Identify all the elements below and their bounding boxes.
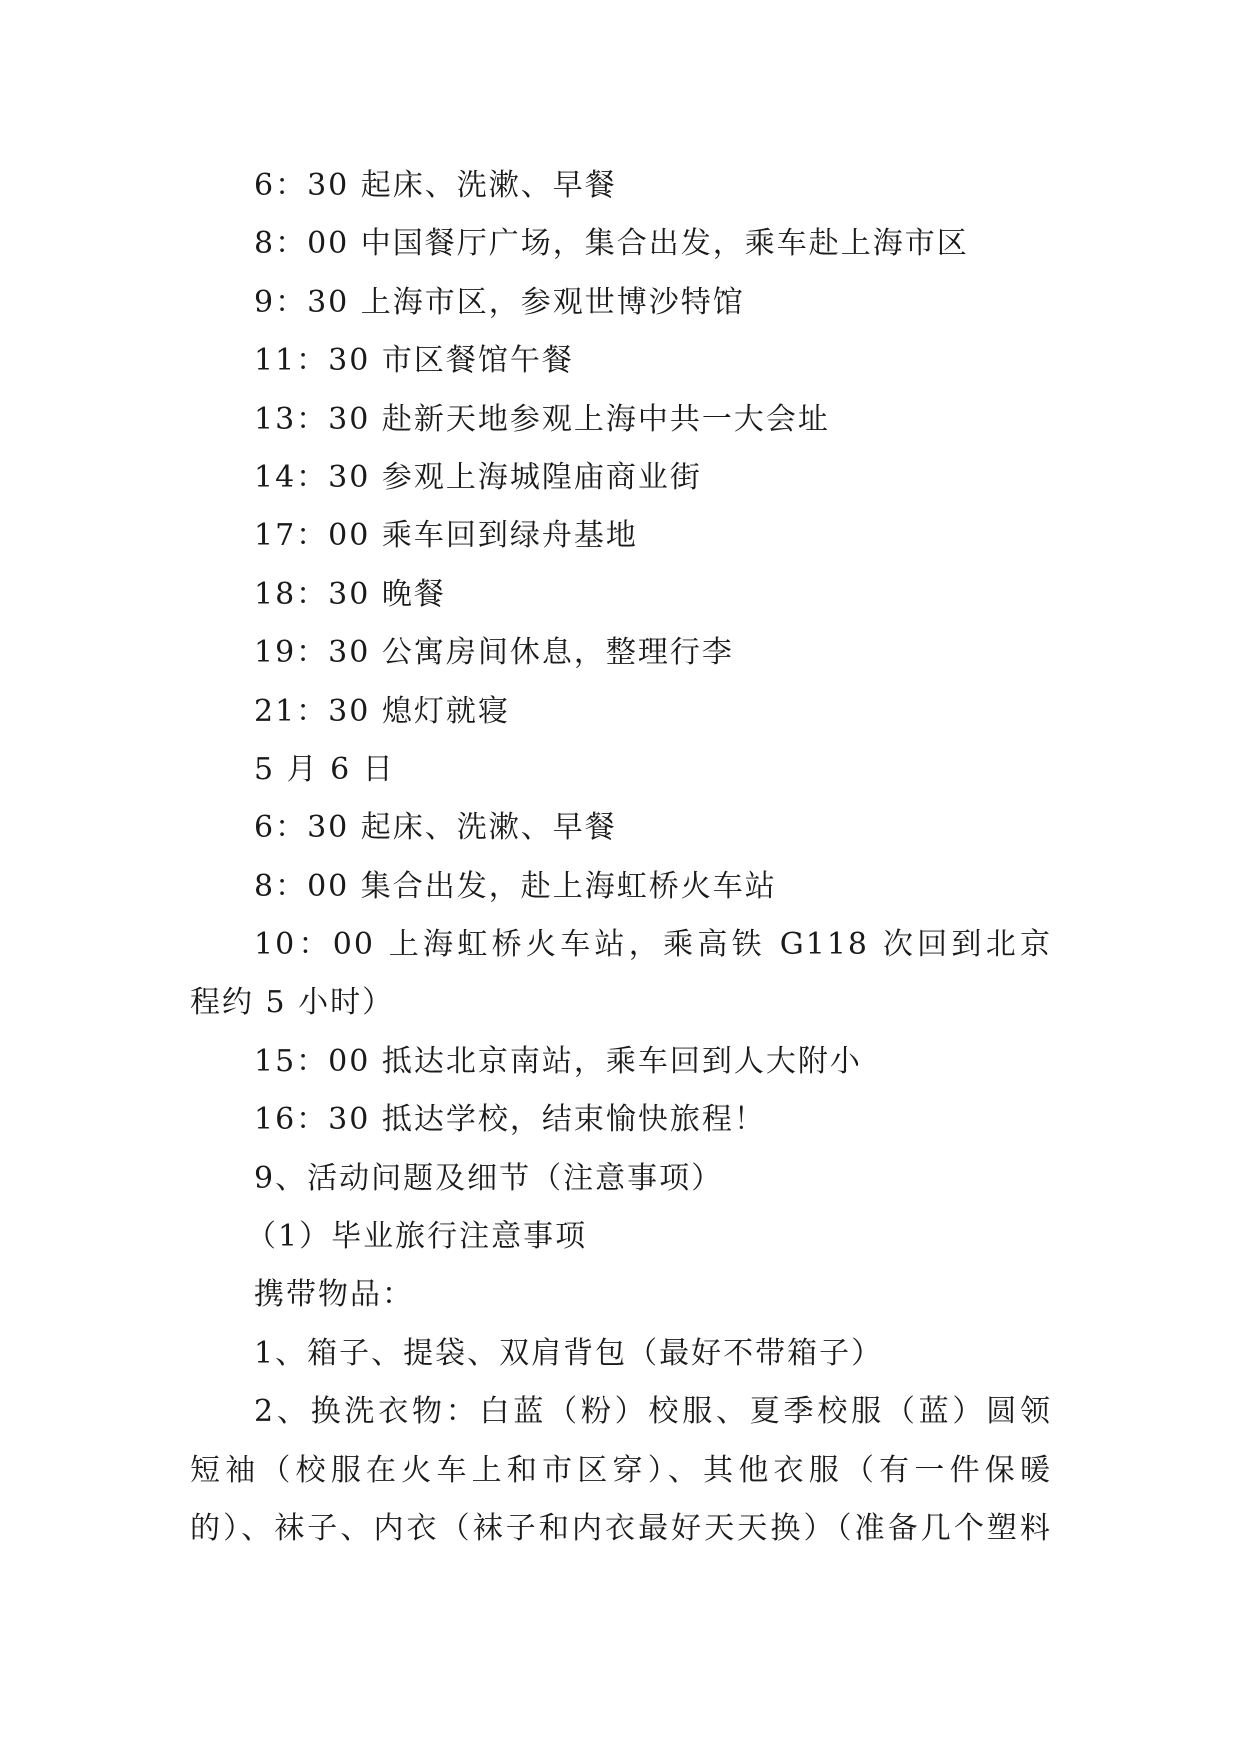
subsection-heading: （1）毕业旅行注意事项 [246, 1219, 588, 1255]
date-heading: 5 月 6 日 [254, 751, 395, 787]
schedule-line: 17：00 乘车回到绿舟基地 [254, 518, 638, 554]
schedule-line: 13：30 赴新天地参观上海中共一大会址 [254, 401, 830, 437]
list-item-continued: 短袖（校服在火车上和市区穿）、其他衣服（有一件保暖 [190, 1452, 1052, 1488]
schedule-line: 8：00 中国餐厅广场，集合出发，乘车赴上海市区 [254, 226, 969, 262]
schedule-line: 9：30 上海市区，参观世博沙特馆 [254, 284, 745, 320]
paragraph-line: 携带物品： [254, 1277, 414, 1313]
schedule-line: 6：30 起床、洗漱、早餐 [254, 810, 617, 846]
schedule-line: 18：30 晚餐 [254, 576, 446, 612]
list-item: 2、换洗衣物：白蓝（粉）校服、夏季校服（蓝）圆领 [254, 1394, 1052, 1430]
schedule-line: 10：00 上海虹桥火车站，乘高铁 G118 次回到北京 [254, 927, 1052, 963]
schedule-line: 8：00 集合出发，赴上海虹桥火车站 [254, 868, 777, 904]
section-heading: 9、活动问题及细节（注意事项） [254, 1160, 724, 1196]
schedule-line: 6：30 起床、洗漱、早餐 [254, 168, 617, 203]
document-body [190, 157, 1052, 1558]
list-item: 1、箱子、提袋、双肩背包（最好不带箱子） [254, 1335, 884, 1371]
schedule-line: 14：30 参观上海城隍庙商业街 [254, 459, 702, 495]
schedule-line: 11：30 市区餐馆午餐 [254, 343, 574, 379]
schedule-line: 16：30 抵达学校，结束愉快旅程！ [254, 1102, 766, 1138]
schedule-line: 15：00 抵达北京南站，乘车回到人大附小 [254, 1043, 862, 1079]
list-item-continued: 的）、袜子、内衣（袜子和内衣最好天天换）（准备几个塑料 [190, 1510, 1052, 1546]
schedule-line: 19：30 公寓房间休息，整理行李 [254, 635, 734, 671]
schedule-line-continued: 程约 5 小时） [190, 985, 395, 1021]
schedule-line: 21：30 熄灯就寝 [254, 693, 510, 729]
